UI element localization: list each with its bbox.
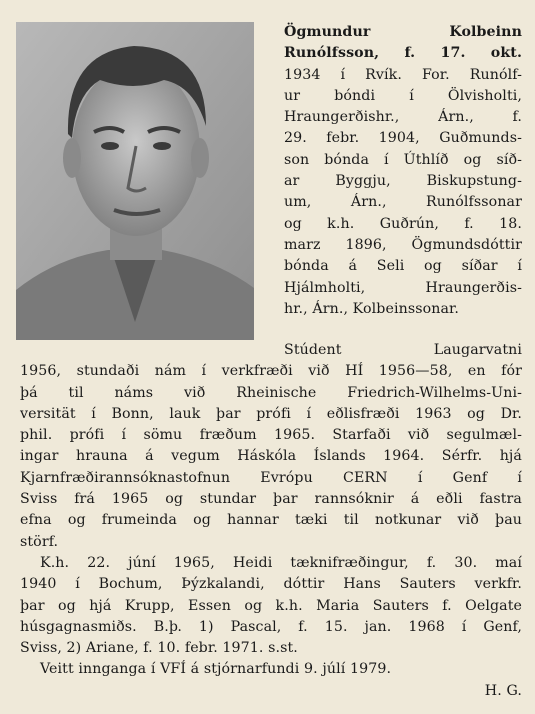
text-line: ar Byggju, Biskupstung-	[284, 173, 522, 190]
text-line: Stúdent Laugarvatni	[284, 342, 522, 358]
author-initials: H. G.	[484, 682, 522, 699]
text-line: Sviss frá 1965 og stundar þar rannsóknir á eðli fastra	[20, 491, 522, 508]
text-line: Veitt inngangа í VFÍ á stjórnarfundi 9. júlí 1979.	[40, 661, 392, 678]
text-line: Kjarnfræðirannsóknastofnun Evrópu CERN í Genf í	[20, 469, 522, 486]
text-line: störf.	[20, 533, 59, 550]
text-line: marz 1896, Ögmundsdóttir	[284, 236, 522, 253]
text-line: og k.h. Guðrún, f. 18.	[284, 215, 522, 232]
body-text	[20, 340, 522, 702]
text-line: 29. febr. 1904, Guðmunds-	[284, 130, 522, 147]
portrait-photo	[16, 22, 254, 340]
text-line: son bónda í Úthlíð og síð-	[284, 151, 522, 168]
text-line: þá til náms við Rheinische Friedrich-Wilhelms-Uni-	[20, 384, 522, 401]
text-line: Hjálmholti, Hraungerðis-	[284, 279, 522, 296]
text-line: phil. prófi í sömu fræðum 1965. Starfaði við segulmæl-	[20, 427, 522, 444]
side-text-column	[284, 22, 522, 320]
text-line: Runólfsson, f. 17. okt.	[284, 45, 522, 62]
text-line: ur bóndi í Ölvisholti,	[284, 87, 522, 104]
text-line: versität í Bonn, lauk þar prófi í eðlisfræði 1963 og Dr.	[20, 405, 522, 422]
text-line: Ögmundur Kolbeinn	[284, 24, 522, 40]
portrait-image	[16, 22, 254, 340]
text-line: ingar hrauna á vegum Háskóla Íslands 1964. Sérfr. hjá	[20, 448, 522, 465]
text-line: um, Árn., Runólfssonar	[284, 194, 522, 211]
text-line: húsgagnasmiðs. B.þ. 1) Pascal, f. 15. jan. 1968 í Genf,	[20, 618, 522, 635]
text-line: efna og frumeinda og hannar tæki til notkunar við þau	[20, 512, 522, 529]
text-line: Sviss, 2) Ariane, f. 10. febr. 1971. s.st.	[20, 640, 298, 657]
text-line: Hraungerðishr., Árn., f.	[284, 109, 522, 126]
text-line: hr., Árn., Kolbeinssonar.	[284, 300, 459, 317]
text-line: 1934 í Rvík. For. Runólf-	[284, 66, 522, 83]
text-line: 1940 í Bochum, Þýzkalandi, dóttir Hans Sauters verkfr.	[20, 576, 522, 593]
text-line: bónda á Seli og síðar í	[284, 258, 522, 275]
text-line: K.h. 22. júní 1965, Heidi tæknifræðingur, f. 30. maí	[40, 554, 522, 571]
text-line: þar og hjá Krupp, Essen og k.h. Maria Sauters f. Oelgate	[20, 597, 522, 614]
text-line: 1956, stundaði nám í verkfræði við HÍ 1956—58, en fór	[20, 363, 522, 380]
